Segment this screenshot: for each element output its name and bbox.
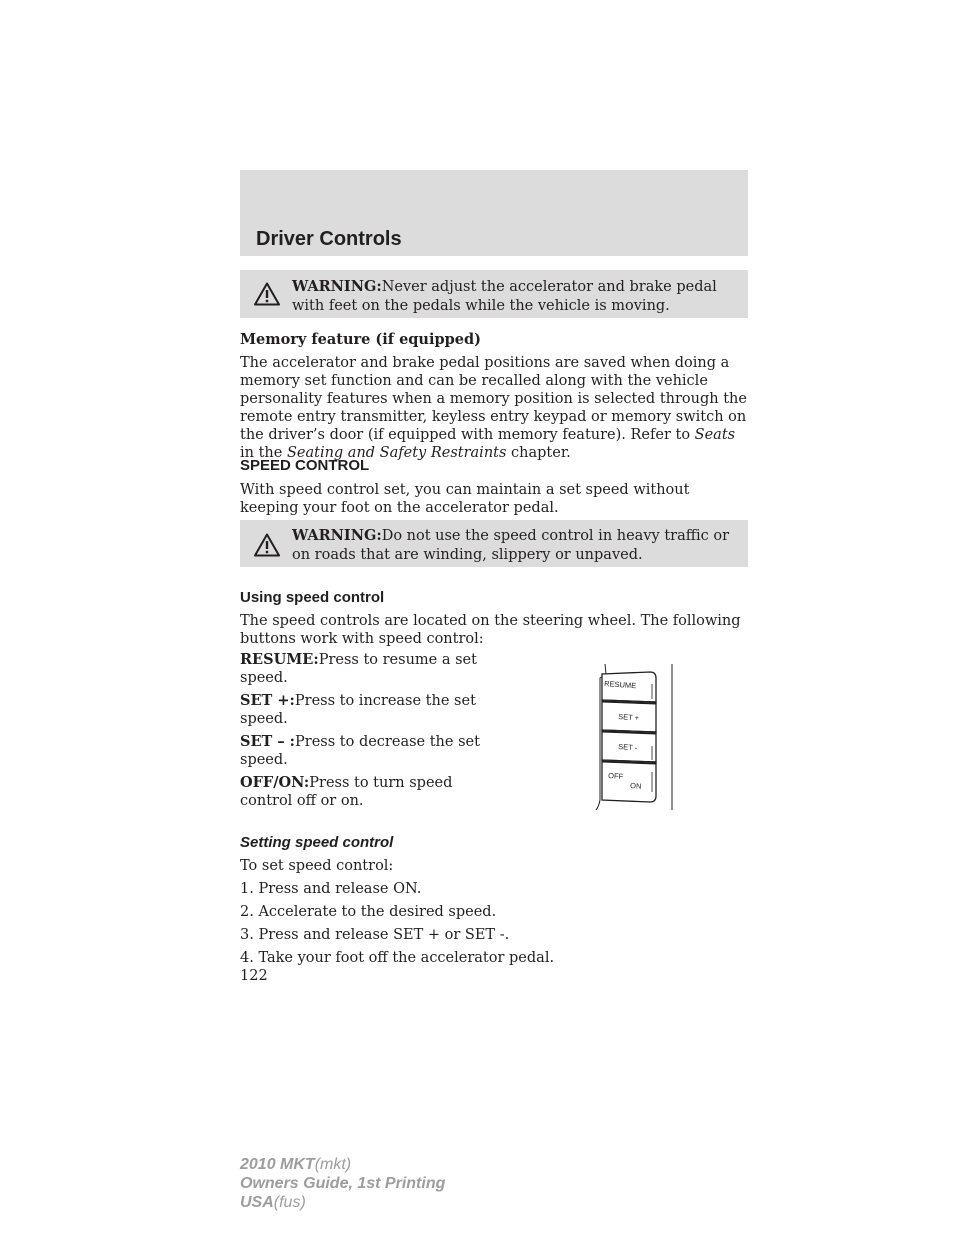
footer-guide-line: Owners Guide, 1st Printing: [240, 1175, 446, 1192]
memory-body: The accelerator and brake pedal positions are saved when doing a memory set function and can be recalled along with the vehicle personality features when a memory position is selected through the remote entry transmitter, keyless entry keypad or memory switch on the driver’s door (if equipped with memory feature). Refer to Seats in the Seating and Safety Restraints chapter.: [240, 355, 747, 461]
page-number: 122: [240, 968, 268, 984]
using-heading: Using speed control: [240, 589, 385, 606]
warning-label: WARNING:: [292, 278, 382, 295]
footer-region-line: USA(fus): [240, 1194, 306, 1211]
warning-box-traffic: [240, 520, 748, 567]
svg-text:SET -: SET -: [617, 742, 638, 753]
setting-step: 2. Accelerate to the desired speed.: [240, 904, 497, 920]
button-desc-off-on: OFF/ON:Press to turn speed control off or on.: [240, 774, 453, 809]
warning-label: WARNING:: [292, 527, 382, 544]
setting-intro: To set speed control:: [240, 858, 394, 874]
ref-seats: Seats: [694, 427, 736, 443]
footer-model-line: 2010 MKT(mkt): [240, 1156, 352, 1173]
using-intro: The speed controls are located on the steering wheel. The following buttons work with speed control:: [240, 613, 741, 647]
svg-text:OFF: OFF: [607, 771, 624, 782]
svg-text:ON: ON: [629, 781, 642, 791]
warning-text: [292, 526, 734, 565]
warning-box-pedals: [240, 270, 748, 318]
warning-triangle-icon: [254, 282, 280, 306]
ref-chapter: Seating and Safety Restraints: [286, 445, 507, 461]
warning-body: Never adjust the accelerator and brake pedal with feet on the pedals while the vehicle is moving.: [292, 279, 717, 314]
resume-button-shape: [602, 672, 656, 702]
svg-text:SET +: SET +: [617, 712, 640, 723]
button-desc-set-minus: SET – :Press to decrease the set speed.: [240, 733, 480, 768]
set-plus-button-shape: [602, 700, 656, 732]
print-footer: [240, 1155, 445, 1212]
button-desc-set-plus: SET +:Press to increase the set speed.: [240, 692, 476, 727]
warning-body: Do not use the speed control in heavy traffic or on roads that are winding, slippery or unpaved.: [292, 528, 730, 563]
off-on-button-shape: [602, 760, 656, 802]
button-desc-resume: RESUME:Press to resume a set speed.: [240, 651, 477, 686]
chapter-title: Driver Controls: [256, 228, 402, 250]
speed-control-heading: SPEED CONTROL: [240, 457, 370, 474]
chapter-header: [240, 170, 748, 256]
svg-text:RESUME: RESUME: [603, 679, 637, 691]
setting-step: 1. Press and release ON.: [240, 881, 422, 897]
speed-control-body: With speed control set, you can maintain a set speed without keeping your foot on the accelerator pedal.: [240, 482, 690, 516]
speed-control-buttons-illustration: [590, 660, 682, 810]
warning-triangle-icon: [254, 533, 280, 557]
setting-heading: Setting speed control: [240, 834, 394, 851]
set-minus-button-shape: [602, 730, 656, 762]
memory-heading: Memory feature (if equipped): [240, 331, 481, 348]
setting-step: 4. Take your foot off the accelerator pedal.: [240, 950, 555, 966]
setting-step: 3. Press and release SET + or SET -.: [240, 927, 510, 943]
warning-text: [292, 277, 734, 316]
